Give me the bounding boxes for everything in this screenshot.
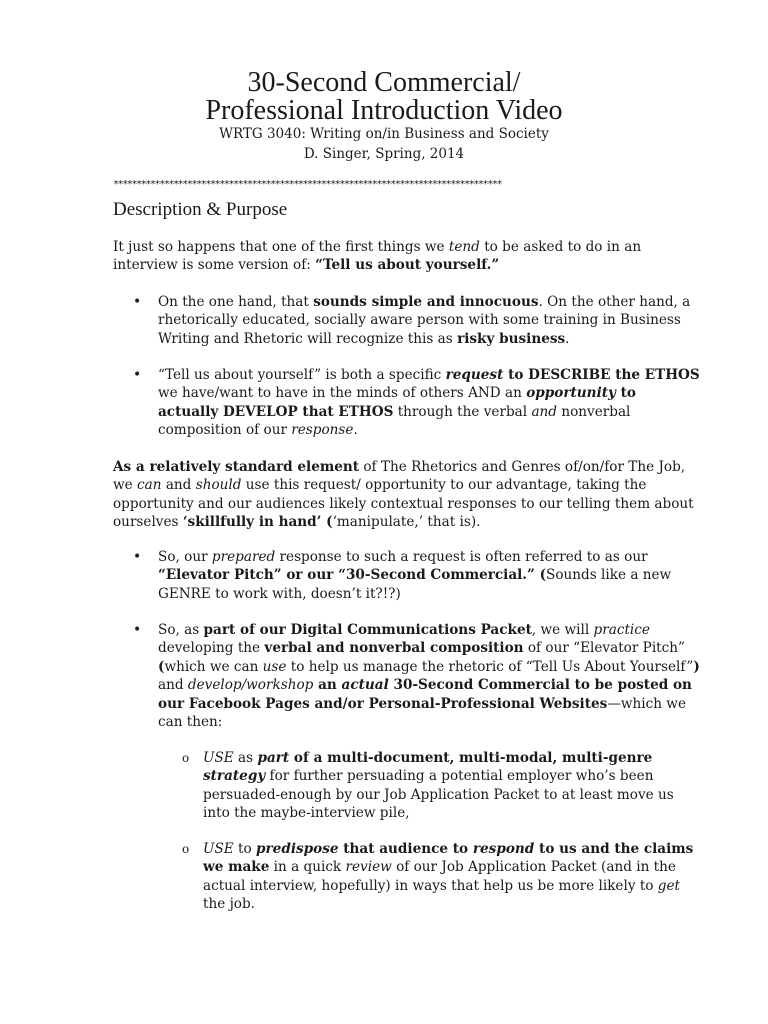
list-item: “Tell us about yourself” is both a specific request to DESCRIBE the ETHOS we have/want to have in the minds of others AND an opportunity to actually DEVELOP that ETHOS through the verbal and nonverbal composition of our response. (158, 367, 700, 439)
sub-bullet-marker: o (182, 751, 190, 765)
sub-bullet-marker: o (182, 842, 190, 856)
sub-list-item: USE to predispose that audience to respond to us and the claims we make in a quick review of our Job Application Packet (and in the actual interview, hopefully) in ways that help us be more likely to get the job. (203, 841, 694, 913)
intro-paragraph: It just so happens that one of the first things we tend to be asked to do in an interview is some version of: “Tell us about yourself.” (113, 239, 642, 274)
list-item: So, as part of our Digital Communications Packet, we will practice developing the verbal and nonverbal composition of our “Elevator Pitch” (which we can use to help us manage the rhetoric of “Tell Us About Yourself”) and develop/workshop an actual 30-Second Commercial to be posted on our Facebook Pages and/or Personal-Professional Websites—which we can then: (158, 622, 700, 731)
bullet-marker: • (133, 622, 142, 638)
sub-list-item: USE as part of a multi-document, multi-modal, multi-genre strategy for further persuading a potential employer who’s been persuaded-enough by our Job Application Packet to at least move us into the maybe-interview pile, (203, 750, 674, 822)
course-line: WRTG 3040: Writing on/in Business and Society (219, 126, 549, 142)
document-title-line-1: 30-Second Commercial/ (247, 67, 521, 98)
bullet-marker: • (133, 294, 142, 310)
bullet-marker: • (133, 367, 142, 383)
bullet-marker: • (133, 549, 142, 565)
body-paragraph: As a relatively standard element of The Rhetorics and Genres of/on/for The Job, we can and should use this request/ opportunity to our advantage, taking the opportunity and our audiences likely contextual responses to our telling them about ourselves ‘skillfully in hand’ (‘manipulate,’ that is). (113, 459, 694, 531)
document-title-line-2: Professional Introduction Video (205, 95, 563, 126)
author-line: D. Singer, Spring, 2014 (303, 146, 465, 162)
asterisk-divider: ************************************************************************************ (113, 180, 502, 190)
list-item: So, our prepared response to such a request is often referred to as our “Elevator Pitch” or our “30-Second Commercial.” (Sounds like a new GENRE to work with, doesn’t it?!?) (158, 549, 672, 602)
section-heading: Description & Purpose (113, 199, 288, 220)
list-item: On the one hand, that sounds simple and innocuous. On the other hand, a rhetorically educated, socially aware person with some training in Business Writing and Rhetoric will recognize this as risky business. (158, 294, 691, 347)
